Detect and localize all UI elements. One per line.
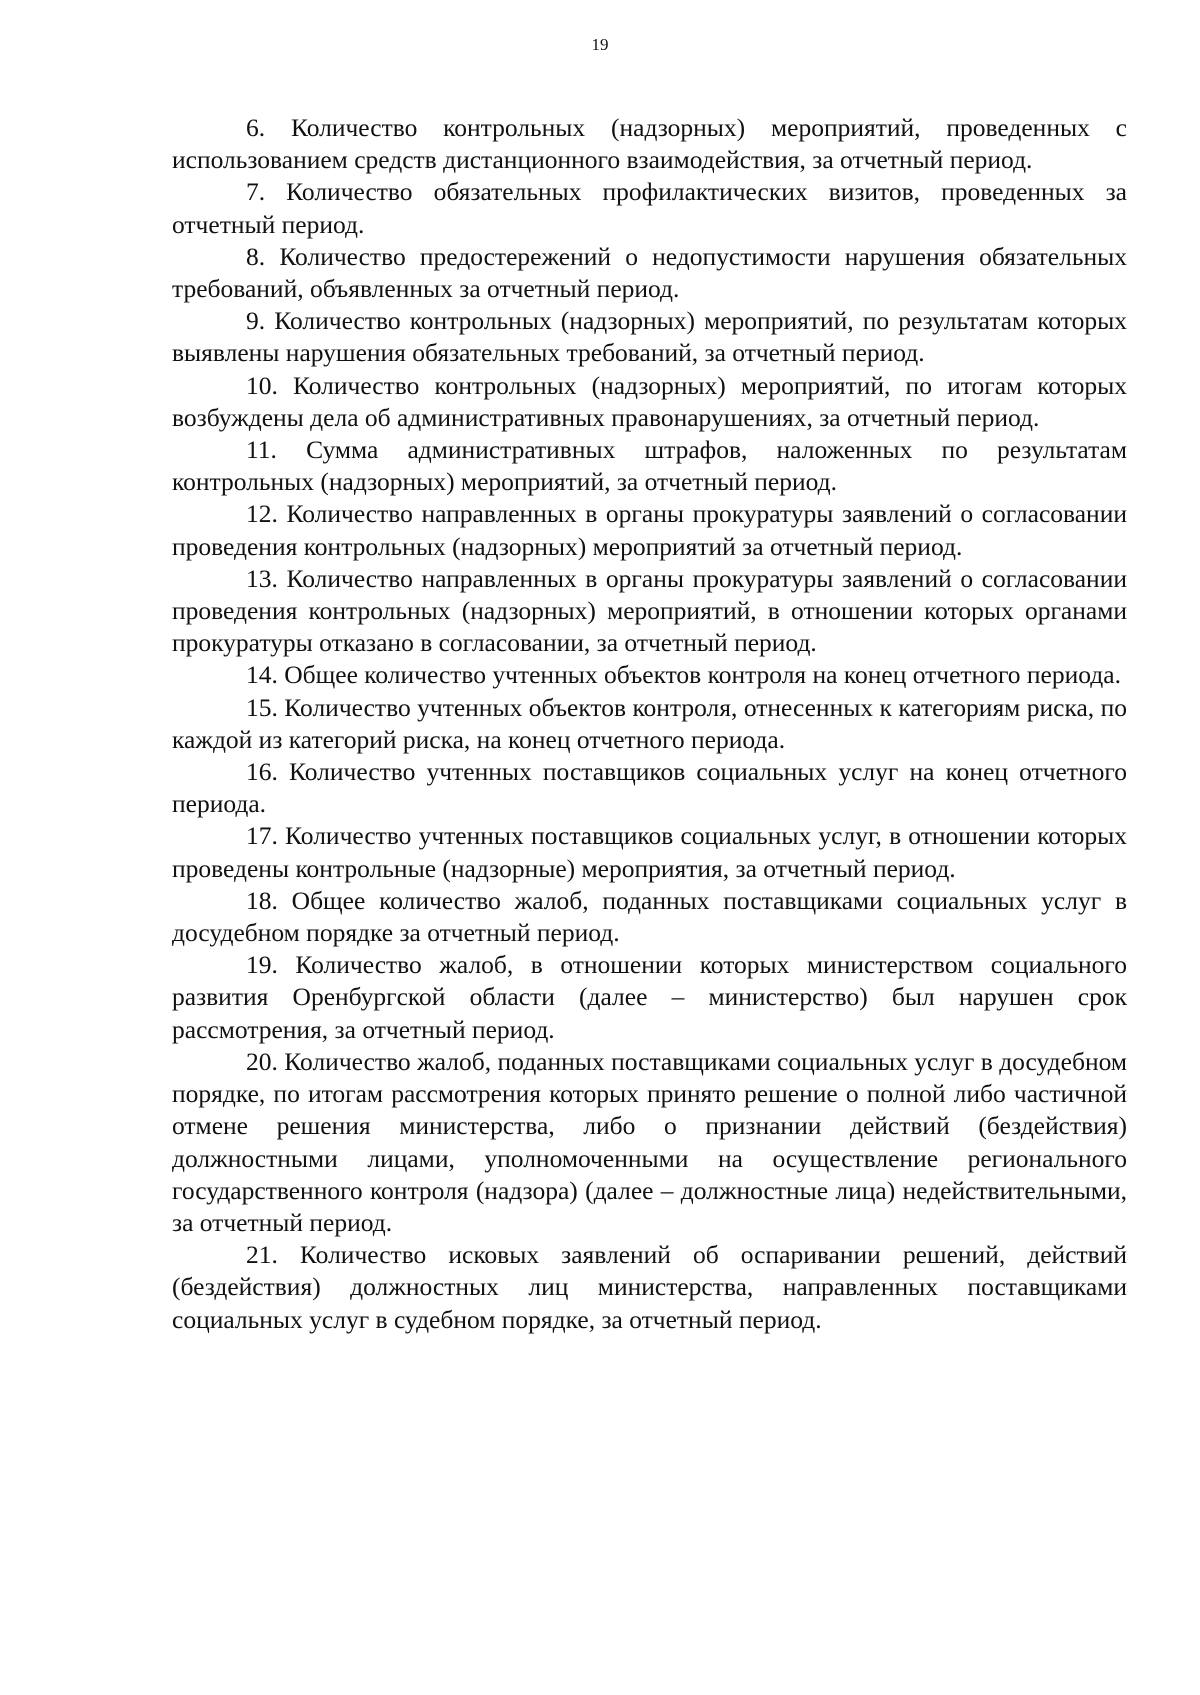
list-item: 11. Сумма административных штрафов, наложенных по результатам контрольных (надзорных) мероприятий, за отчетный период. <box>172 435 1127 497</box>
list-item: 7. Количество обязательных профилактических визитов, проведенных за отчетный период. <box>172 177 1127 239</box>
list-item: 17. Количество учтенных поставщиков социальных услуг, в отношении которых проведены контрольные (надзорные) мероприятия, за отчетный период. <box>172 821 1127 883</box>
list-item: 8. Количество предостережений о недопустимости нарушения обязательных требований, объявленных за отчетный период. <box>172 241 1127 304</box>
list-item: 18. Общее количество жалоб, поданных поставщиками социальных услуг в досудебном порядке за отчетный период. <box>172 885 1127 948</box>
list-item: 15. Количество учтенных объектов контроля, отнесенных к категориям риска, по каждой из категорий риска, на конец отчетного периода. <box>172 692 1127 754</box>
page-number: 19 <box>591 35 609 54</box>
document-body <box>172 112 1127 1336</box>
list-item: 6. Количество контрольных (надзорных) мероприятий, проведенных с использованием средств дистанционного взаимодействия, за отчетный период. <box>172 113 1127 175</box>
list-item: 20. Количество жалоб, поданных поставщиками социальных услуг в досудебном порядке, по итогам рассмотрения которых принято решение о полной либо частичной отмене решения министерства, либо о признании действий (бездействия) должностными лицами, уполномоченными на осуществление регионального государственного контроля (надзора) (далее – должностные лица) недействительными, за отчетный период. <box>172 1046 1127 1237</box>
list-item: 14. Общее количество учтенных объектов контроля на конец отчетного периода. <box>246 660 1121 690</box>
list-item: 13. Количество направленных в органы прокуратуры заявлений о согласовании проведения контрольных (надзорных) мероприятий, в отношении которых органами прокуратуры отказано в согласовании, за отчетный период. <box>172 563 1127 658</box>
list-item: 9. Количество контрольных (надзорных) мероприятий, по результатам которых выявлены нарушения обязательных требований, за отчетный период. <box>172 306 1127 368</box>
list-item: 12. Количество направленных в органы прокуратуры заявлений о согласовании проведения контрольных (надзорных) мероприятий за отчетный период. <box>172 499 1127 561</box>
list-item: 10. Количество контрольных (надзорных) мероприятий, по итогам которых возбуждены дела об административных правонарушениях, за отчетный период. <box>172 370 1127 432</box>
list-item: 16. Количество учтенных поставщиков социальных услуг на конец отчетного периода. <box>172 757 1127 819</box>
list-item: 21. Количество исковых заявлений об оспаривании решений, действий (бездействия) должностных лиц министерства, направленных поставщиками социальных услуг в судебном порядке, за отчетный период. <box>172 1240 1127 1334</box>
list-item: 19. Количество жалоб, в отношении которых министерством социального развития Оренбургской области (далее – министерство) был нарушен срок рассмотрения, за отчетный период. <box>172 950 1127 1044</box>
